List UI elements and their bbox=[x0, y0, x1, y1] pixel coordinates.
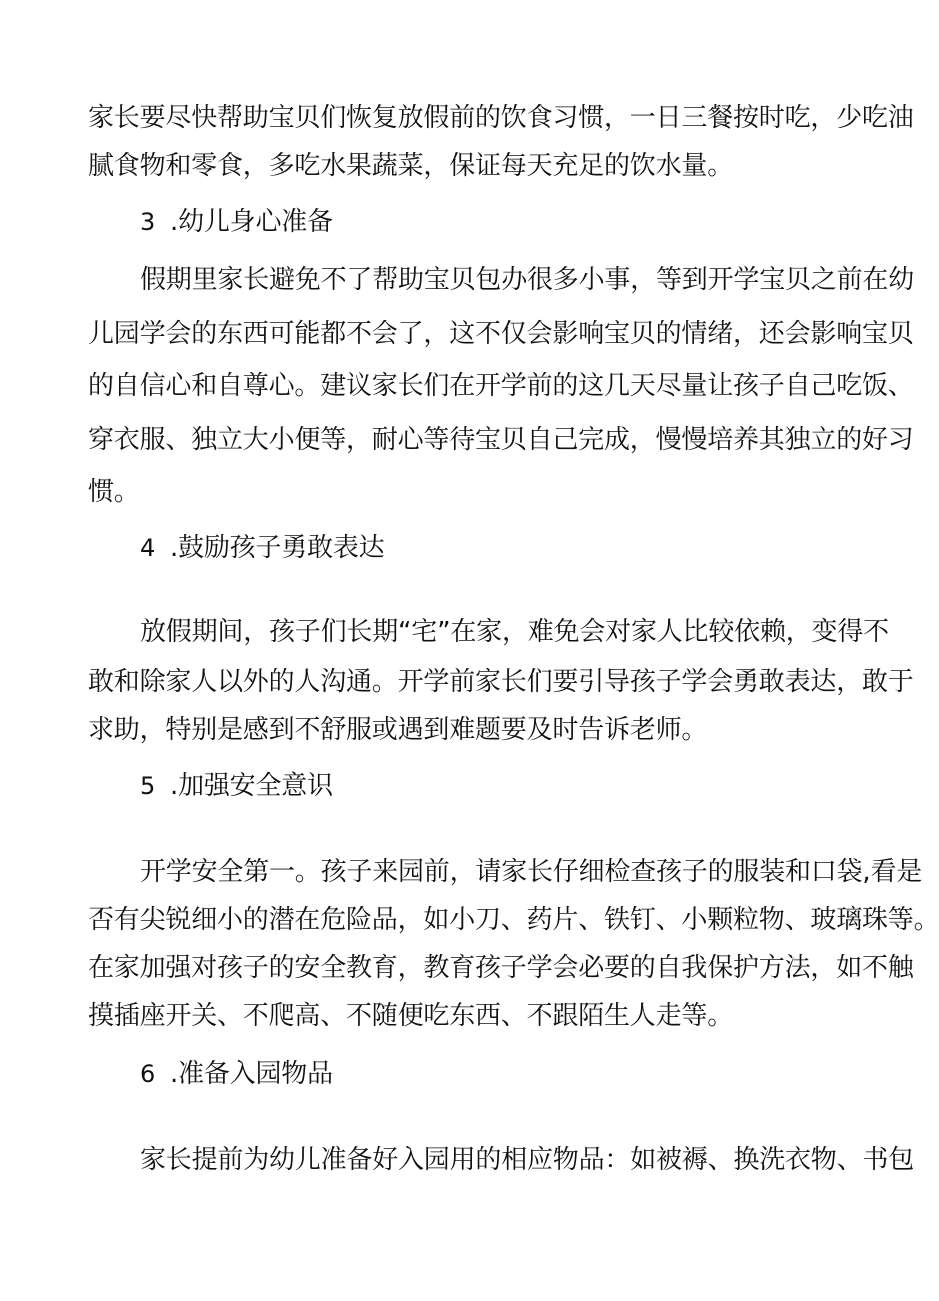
heading-6-title: .准备入园物品 bbox=[170, 1059, 333, 1089]
paragraph-diet-line-2: 腻食物和零食，多吃水果蔬菜，保证每天充足的饮水量。 bbox=[88, 151, 734, 181]
paragraph-3-line-5: 惯。 bbox=[88, 477, 140, 507]
heading-3 bbox=[140, 206, 540, 238]
paragraph-3-line-2: 儿园学会的东西可能都不会了，这不仅会影响宝贝的情绪，还会影响宝贝 bbox=[88, 319, 914, 349]
paragraph-4-line-1: 放假期间，孩子们长期“宅”在家，难免会对家人比较依赖，变得不 bbox=[140, 617, 889, 647]
heading-5 bbox=[140, 770, 540, 802]
heading-4-number: 4 bbox=[140, 534, 156, 562]
paragraph-5-line-4: 摸插座开关、不爬高、不随便吃东西、不跟陌生人走等。 bbox=[88, 1001, 734, 1031]
heading-5-title: .加强安全意识 bbox=[170, 771, 333, 801]
heading-4-title: .鼓励孩子勇敢表达 bbox=[170, 533, 385, 563]
heading-3-title: .幼儿身心准备 bbox=[170, 207, 333, 237]
paragraph-5-line-2: 否有尖锐细小的潜在危险品，如小刀、药片、铁钉、小颗粒物、玻璃珠等。 bbox=[88, 905, 939, 935]
heading-4 bbox=[140, 532, 540, 564]
paragraph-diet-line-1: 家长要尽快帮助宝贝们恢复放假前的饮食习惯，一日三餐按时吃，少吃油 bbox=[88, 103, 914, 133]
heading-6 bbox=[140, 1058, 540, 1090]
heading-3-number: 3 bbox=[140, 208, 156, 236]
heading-5-number: 5 bbox=[140, 772, 156, 800]
heading-6-number: 6 bbox=[140, 1060, 156, 1088]
paragraph-3-line-1: 假期里家长避免不了帮助宝贝包办很多小事，等到开学宝贝之前在幼 bbox=[140, 265, 915, 295]
paragraph-3-line-4: 穿衣服、独立大小便等，耐心等待宝贝自己完成，慢慢培养其独立的好习 bbox=[88, 425, 914, 455]
paragraph-3-line-3: 的自信心和自尊心。建议家长们在开学前的这几天尽量让孩子自己吃饭、 bbox=[88, 371, 914, 401]
paragraph-5-line-1: 开学安全第一。孩子来园前，请家长仔细检查孩子的服装和口袋,看是 bbox=[140, 857, 923, 887]
paragraph-4-line-3: 求助，特别是感到不舒服或遇到难题要及时告诉老师。 bbox=[88, 715, 708, 745]
paragraph-5-line-3: 在家加强对孩子的安全教育，教育孩子学会必要的自我保护方法，如不触 bbox=[88, 953, 914, 983]
paragraph-4-line-2: 敢和除家人以外的人沟通。开学前家长们要引导孩子学会勇敢表达，敢于 bbox=[88, 667, 914, 697]
paragraph-6-line-1: 家长提前为幼儿准备好入园用的相应物品：如被褥、换洗衣物、书包 bbox=[140, 1145, 915, 1175]
